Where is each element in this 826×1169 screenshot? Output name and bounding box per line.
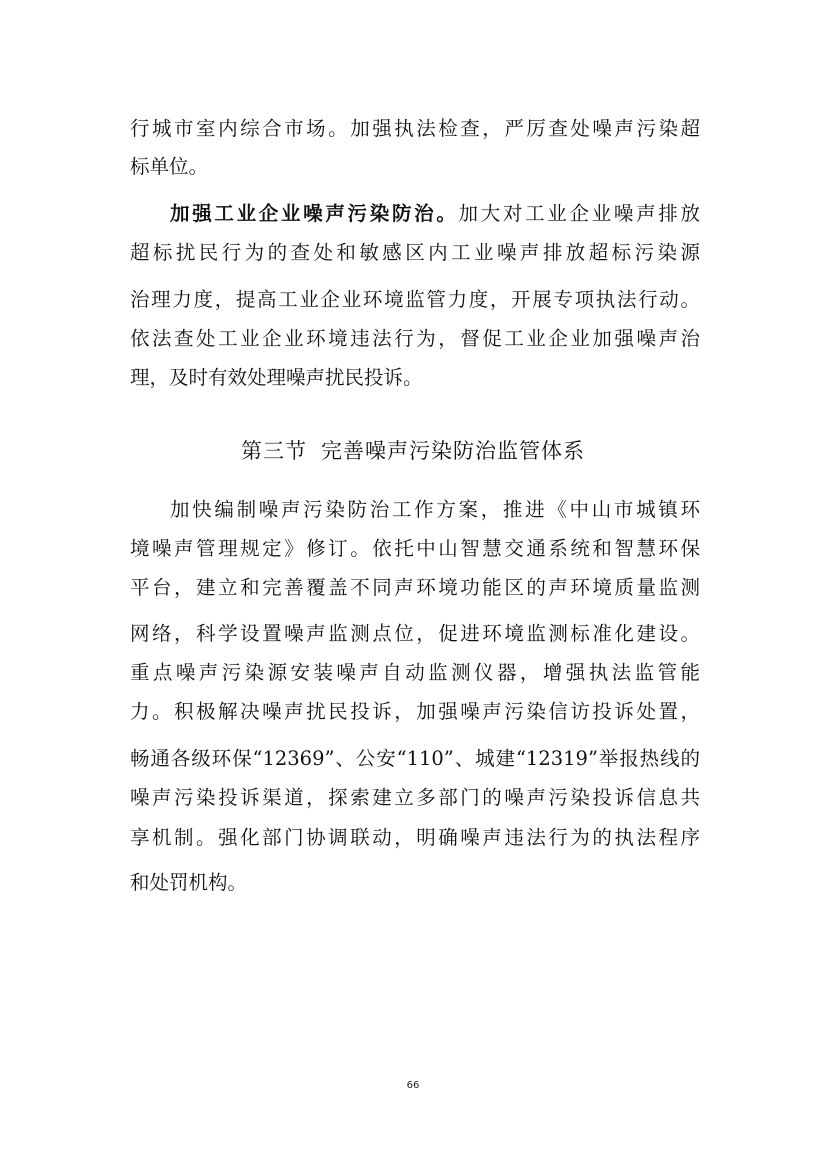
paragraph-1-line-1: 行城市室内综合市场。加强执法检查，严厉查处噪声污染超 <box>130 117 700 140</box>
paragraph-3-line-4: 网络，科学设置噪声监测点位，促进环境监测标准化建设。 <box>130 622 700 645</box>
paragraph-3-line-9: 享机制。强化部门协调联动，明确噪声违法行为的执法程序 <box>130 826 700 849</box>
section-title: 完善噪声污染防治监管体系 <box>321 439 585 463</box>
page-number: 66 <box>406 1080 420 1091</box>
section-number: 第三节 <box>241 439 307 463</box>
paragraph-2-line-1-rest: 加大对工业企业噪声排放 <box>458 202 700 225</box>
paragraph-3-line-6: 力。积极解决噪声扰民投诉，加强噪声污染信访投诉处置， <box>130 700 700 723</box>
paragraph-2-line-5: 理，及时有效处理噪声扰民投诉。 <box>130 366 423 389</box>
paragraph-3-line-10: 和处罚机构。 <box>130 871 248 894</box>
paragraph-3-line-8: 噪声污染投诉渠道，探索建立多部门的噪声污染投诉信息共 <box>130 786 700 809</box>
paragraph-2-line-3: 治理力度，提高工业企业环境监管力度，开展专项执法行动。 <box>130 288 700 311</box>
paragraph-2-line-1 <box>170 202 700 226</box>
paragraph-3-line-2: 境噪声管理规定》修订。依托中山智慧交通系统和智慧环保 <box>130 537 700 560</box>
paragraph-3-line-3: 平台，建立和完善覆盖不同声环境功能区的声环境质量监测 <box>130 576 700 599</box>
paragraph-2-line-4: 依法查处工业企业环境违法行为，督促工业企业加强噪声治 <box>130 327 700 350</box>
paragraph-3-line-7: 畅通各级环保“12369”、公安“110”、城建“12319”举报热线的 <box>130 747 700 770</box>
paragraph-2-bold-lead: 加强工业企业噪声污染防治。 <box>170 202 459 225</box>
paragraph-3-line-5: 重点噪声污染源安装噪声自动监测仪器，增强执法监管能 <box>130 661 700 684</box>
paragraph-1-line-2: 标单位。 <box>130 155 209 178</box>
paragraph-2-line-2: 超标扰民行为的查处和敏感区内工业噪声排放超标污染源 <box>130 241 700 264</box>
paragraph-3-line-1: 加快编制噪声污染防治工作方案，推进《中山市城镇环 <box>170 498 700 521</box>
section-heading <box>0 438 826 464</box>
